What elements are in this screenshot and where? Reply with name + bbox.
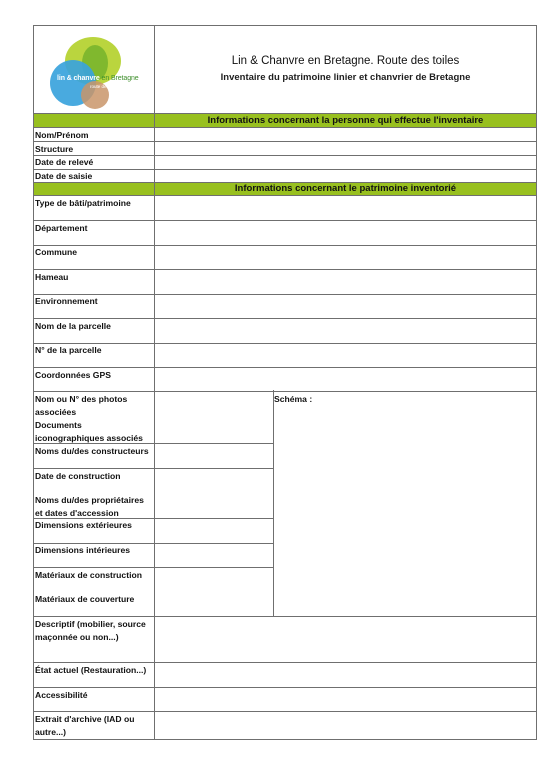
field-label-descriptif: Descriptif (mobilier, source maçonnée ou non...) bbox=[35, 619, 146, 642]
page-subtitle: Inventaire du patrimoine linier et chanvrier de Bretagne bbox=[220, 72, 471, 83]
section-title-person: Informations concernant la personne qui effectue l'inventaire bbox=[207, 115, 484, 126]
field-label-photos: Nom ou N° des photos associées bbox=[35, 394, 128, 417]
field-label-gps: Coordonnées GPS bbox=[35, 370, 111, 380]
field-label-type-bati: Type de bâti/patrimoine bbox=[35, 198, 131, 208]
logo-tagline: route des toiles bbox=[90, 84, 121, 89]
field-label-dimensions-exterieures: Dimensions extérieures bbox=[35, 520, 132, 530]
field-label-hameau: Hameau bbox=[35, 272, 69, 282]
field-label-etat-actuel: État actuel (Restauration...) bbox=[35, 665, 147, 675]
field-label-commune: Commune bbox=[35, 247, 78, 257]
section-band-heritage bbox=[33, 183, 537, 195]
brand-logo bbox=[33, 25, 154, 113]
logo-wordmark-right: en Bretagne bbox=[101, 75, 139, 82]
page-title: Lin & Chanvre en Bretagne. Route des toiles bbox=[231, 55, 460, 67]
field-label-constructeurs: Noms du/des constructeurs bbox=[35, 446, 149, 456]
logo-wordmark bbox=[57, 75, 139, 82]
field-label-nom-prenom: Nom/Prénom bbox=[35, 130, 89, 140]
field-label-dimensions-interieures: Dimensions intérieures bbox=[35, 545, 131, 555]
field-label-structure: Structure bbox=[35, 144, 74, 154]
field-label-accessibilite: Accessibilité bbox=[35, 690, 88, 700]
logo-wordmark-left: lin & chanvre bbox=[57, 75, 100, 82]
field-label-proprietaires: Noms du/des propriétaires et dates d'accession bbox=[35, 495, 144, 518]
inventory-form bbox=[33, 25, 537, 739]
field-label-departement: Département bbox=[35, 223, 88, 233]
field-label-environnement: Environnement bbox=[35, 296, 98, 306]
schema-label: Schéma : bbox=[274, 394, 313, 404]
field-label-date-saisie: Date de saisie bbox=[35, 171, 93, 181]
section-band-person bbox=[33, 114, 537, 127]
field-label-date-releve: Date de relevé bbox=[35, 157, 94, 167]
field-label-extrait-archive: Extrait d'archive (IAD ou autre...) bbox=[35, 714, 135, 737]
field-label-nom-parcelle: Nom de la parcelle bbox=[35, 321, 111, 331]
logo-circles-icon bbox=[33, 25, 154, 113]
field-label-numero-parcelle: N° de la parcelle bbox=[35, 345, 102, 355]
field-label-materiaux-couverture: Matériaux de couverture bbox=[35, 594, 135, 604]
field-label-materiaux-construction: Matériaux de construction bbox=[35, 570, 142, 580]
section-title-heritage: Informations concernant le patrimoine inventorié bbox=[234, 183, 457, 194]
field-label-date-construction: Date de construction bbox=[35, 471, 121, 481]
field-label-documents: Documents iconographiques associés bbox=[35, 420, 143, 443]
